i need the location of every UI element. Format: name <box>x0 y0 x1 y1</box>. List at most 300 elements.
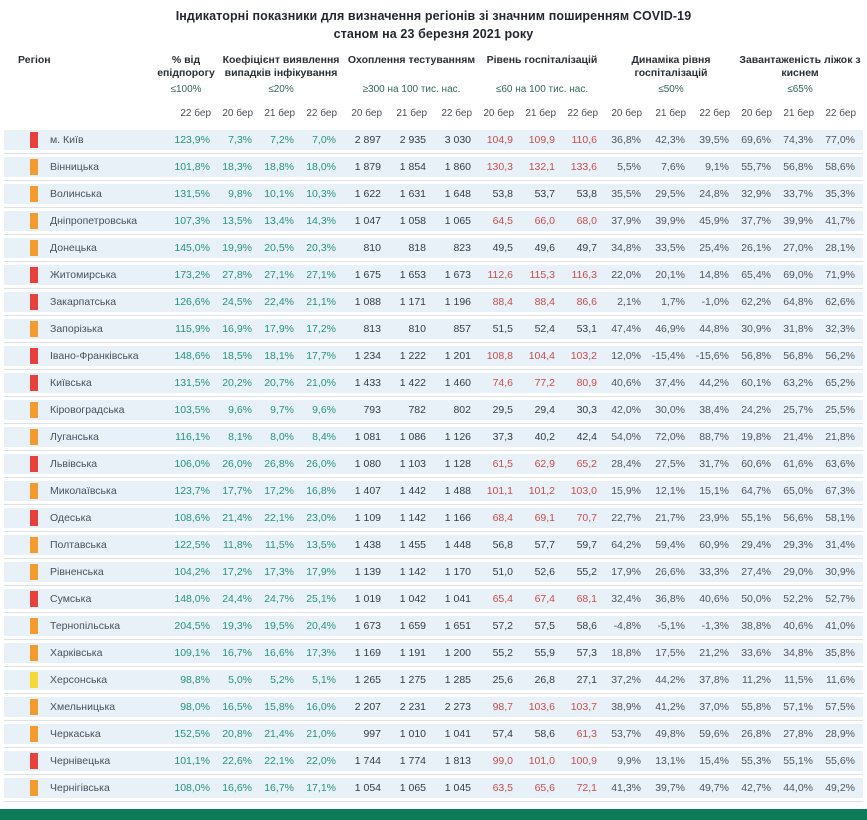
oxygen-beds-value: 60,6% <box>741 458 771 471</box>
table-body <box>0 130 867 798</box>
hospitalization-dynamics-value: 17,9% <box>611 566 641 579</box>
region-cell <box>4 427 154 447</box>
oxygen-beds-value: 19,8% <box>741 431 771 444</box>
hospitalization-dynamics-value: 36,8% <box>655 593 685 606</box>
hospitalization-dynamics-value: 23,9% <box>699 512 729 525</box>
detection-coef-value: 14,3% <box>306 215 336 228</box>
oxygen-beds-value: 29,3% <box>783 539 813 552</box>
detection-coef-value: 5,1% <box>312 674 336 687</box>
table-row <box>4 292 863 312</box>
testing-coverage-value: 1 065 <box>444 215 471 228</box>
hospitalization-value: 74,6 <box>492 377 513 390</box>
hospitalization-value: 49,7 <box>576 242 597 255</box>
risk-level-marker-orange <box>30 159 38 175</box>
oxygen-beds-value: 39,9% <box>783 215 813 228</box>
region-cell <box>4 454 154 474</box>
table-row <box>4 616 863 636</box>
region-cell <box>4 373 154 393</box>
hospitalization-value: 65,6 <box>534 782 555 795</box>
hospitalization-value: 86,6 <box>576 296 597 309</box>
oxygen-beds-value: 74,3% <box>783 134 813 147</box>
hospitalization-dynamics-value: 9,1% <box>705 161 729 174</box>
region-cell <box>4 751 154 771</box>
hospitalization-value: 133,6 <box>570 161 597 174</box>
column-group-threshold: ≤65% <box>787 84 813 96</box>
detection-coef-value: 17,9% <box>306 566 336 579</box>
epidemic-threshold-value: 109,1% <box>174 647 210 660</box>
hospitalization-dynamics-value: 53,7% <box>611 728 641 741</box>
region-name: м. Київ <box>50 134 84 147</box>
oxygen-beds-value: 60,1% <box>741 377 771 390</box>
testing-coverage-value: 2 273 <box>444 701 471 714</box>
risk-level-marker-orange <box>30 483 38 499</box>
detection-coef-value: 19,3% <box>222 620 252 633</box>
testing-coverage-value: 2 207 <box>354 701 381 714</box>
oxygen-beds-value: 27,8% <box>783 728 813 741</box>
hospitalization-dynamics-value: 9,9% <box>617 755 641 768</box>
hospitalization-value: 55,2 <box>492 647 513 660</box>
oxygen-beds-value: 28,9% <box>825 728 855 741</box>
hospitalization-value: 65,4 <box>492 593 513 606</box>
risk-level-marker-orange <box>30 402 38 418</box>
detection-coef-value: 17,2% <box>306 323 336 336</box>
detection-coef-value: 20,8% <box>222 728 252 741</box>
hospitalization-dynamics-value: 41,3% <box>611 782 641 795</box>
hospitalization-dynamics-value: 1,7% <box>661 296 685 309</box>
region-name: Житомирська <box>50 269 117 282</box>
hospitalization-value: 68,0 <box>576 215 597 228</box>
hospitalization-value: 52,6 <box>534 566 555 579</box>
detection-coef-value: 13,4% <box>264 215 294 228</box>
region-cell <box>4 211 154 231</box>
column-date-label: 20 бер <box>351 108 382 120</box>
hospitalization-dynamics-value: 47,4% <box>611 323 641 336</box>
column-date-label: 22 бер <box>825 108 856 120</box>
hospitalization-dynamics-value: 24,8% <box>699 188 729 201</box>
detection-coef-value: 20,7% <box>264 377 294 390</box>
detection-coef-value: 8,4% <box>312 431 336 444</box>
detection-coef-value: 18,1% <box>264 350 294 363</box>
column-group-label: Завантаженість ліжок з киснем <box>739 54 861 79</box>
region-name: Луганська <box>50 431 99 444</box>
hospitalization-value: 55,9 <box>534 647 555 660</box>
region-cell <box>4 184 154 204</box>
testing-coverage-value: 1 047 <box>354 215 381 228</box>
testing-coverage-value: 1 460 <box>444 377 471 390</box>
region-name: Тернопільська <box>50 620 121 633</box>
oxygen-beds-value: 61,6% <box>783 458 813 471</box>
hospitalization-value: 25,6 <box>492 674 513 687</box>
oxygen-beds-value: 77,0% <box>825 134 855 147</box>
detection-coef-value: 17,2% <box>264 485 294 498</box>
footer-bar <box>0 809 867 820</box>
hospitalization-dynamics-value: 26,6% <box>655 566 685 579</box>
region-cell <box>4 778 154 798</box>
table-row <box>4 778 863 798</box>
title-line2: станом на 23 березня 2021 року <box>333 27 534 42</box>
epidemic-threshold-value: 116,1% <box>175 431 210 444</box>
risk-level-marker-red <box>30 753 38 769</box>
region-cell <box>4 508 154 528</box>
region-cell <box>4 562 154 582</box>
testing-coverage-value: 1 653 <box>399 269 426 282</box>
table-row <box>4 265 863 285</box>
oxygen-beds-value: 40,6% <box>783 620 813 633</box>
epidemic-threshold-value: 148,6% <box>174 350 210 363</box>
hospitalization-dynamics-value: 28,4% <box>611 458 641 471</box>
hospitalization-dynamics-value: 44,8% <box>699 323 729 336</box>
column-group-threshold: ≤60 на 100 тис. нас. <box>495 84 589 96</box>
oxygen-beds-value: 34,8% <box>783 647 813 660</box>
region-name: Чернівецька <box>50 755 111 768</box>
oxygen-beds-value: 29,0% <box>783 566 813 579</box>
table-row <box>4 373 863 393</box>
region-name: Кіровоградська <box>50 404 125 417</box>
region-name: Вінницька <box>50 161 99 174</box>
oxygen-beds-value: 25,5% <box>825 404 855 417</box>
hospitalization-value: 68,4 <box>492 512 513 525</box>
epidemic-threshold-value: 101,8% <box>174 161 210 174</box>
detection-coef-value: 19,9% <box>222 242 252 255</box>
epidemic-threshold-value: 107,3% <box>174 215 210 228</box>
detection-coef-value: 21,1% <box>306 296 336 309</box>
hospitalization-dynamics-value: 29,5% <box>655 188 685 201</box>
oxygen-beds-value: 33,7% <box>783 188 813 201</box>
testing-coverage-value: 1 433 <box>354 377 381 390</box>
testing-coverage-value: 1 201 <box>444 350 471 363</box>
detection-coef-value: 7,2% <box>270 134 294 147</box>
testing-coverage-value: 1 019 <box>354 593 381 606</box>
hospitalization-value: 103,2 <box>570 350 597 363</box>
hospitalization-dynamics-value: 59,6% <box>699 728 729 741</box>
column-date-label: 22 бер <box>441 108 472 120</box>
oxygen-beds-value: 56,8% <box>741 350 771 363</box>
hospitalization-value: 103,6 <box>528 701 555 714</box>
oxygen-beds-value: 52,7% <box>825 593 855 606</box>
risk-level-marker-yellow <box>30 672 38 688</box>
header-dates-row <box>4 108 863 119</box>
region-cell <box>4 724 154 744</box>
testing-coverage-value: 997 <box>363 728 381 741</box>
hospitalization-dynamics-value: -15,4% <box>651 350 685 363</box>
page-title <box>0 0 867 43</box>
hospitalization-value: 77,2 <box>534 377 555 390</box>
oxygen-beds-value: 57,5% <box>825 701 855 714</box>
hospitalization-value: 68,1 <box>576 593 597 606</box>
column-date-label: 21 бер <box>525 108 556 120</box>
column-group-threshold: ≥300 на 100 тис. нас. <box>362 84 461 96</box>
testing-coverage-value: 1 448 <box>444 539 471 552</box>
detection-coef-value: 16,7% <box>222 647 252 660</box>
hospitalization-value: 59,7 <box>576 539 597 552</box>
detection-coef-value: 19,5% <box>264 620 294 633</box>
hospitalization-value: 98,7 <box>492 701 513 714</box>
testing-coverage-value: 2 935 <box>399 134 426 147</box>
region-cell <box>4 292 154 312</box>
hospitalization-value: 57,2 <box>492 620 513 633</box>
hospitalization-value: 29,5 <box>492 404 513 417</box>
hospitalization-dynamics-value: -15,6% <box>695 350 729 363</box>
hospitalization-dynamics-value: 37,4% <box>655 377 685 390</box>
oxygen-beds-value: 28,1% <box>825 242 855 255</box>
hospitalization-dynamics-value: -1,0% <box>701 296 729 309</box>
detection-coef-value: 27,1% <box>306 269 336 282</box>
testing-coverage-value: 1 010 <box>399 728 426 741</box>
hospitalization-value: 51,0 <box>492 566 513 579</box>
detection-coef-value: 17,7% <box>306 350 336 363</box>
oxygen-beds-value: 37,7% <box>741 215 771 228</box>
hospitalization-dynamics-value: 59,4% <box>655 539 685 552</box>
risk-level-marker-red <box>30 456 38 472</box>
region-cell <box>4 130 154 150</box>
oxygen-beds-value: 35,8% <box>825 647 855 660</box>
column-group-threshold: ≤20% <box>268 84 294 96</box>
epidemic-threshold-value: 98,0% <box>180 701 210 714</box>
detection-coef-value: 20,5% <box>264 242 294 255</box>
column-date-label: 22 бер <box>180 108 211 120</box>
region-cell <box>4 265 154 285</box>
oxygen-beds-value: 24,2% <box>741 404 771 417</box>
testing-coverage-value: 1 045 <box>444 782 471 795</box>
detection-coef-value: 27,1% <box>264 269 294 282</box>
epidemic-threshold-value: 101,1% <box>174 755 210 768</box>
hospitalization-value: 57,7 <box>534 539 555 552</box>
risk-level-marker-red <box>30 294 38 310</box>
hospitalization-dynamics-value: 40,6% <box>699 593 729 606</box>
risk-level-marker-red <box>30 510 38 526</box>
detection-coef-value: 27,8% <box>222 269 252 282</box>
column-date-label: 20 бер <box>222 108 253 120</box>
detection-coef-value: 22,1% <box>264 755 294 768</box>
testing-coverage-value: 1 622 <box>354 188 381 201</box>
hospitalization-dynamics-value: 13,1% <box>655 755 685 768</box>
column-date-label: 21 бер <box>655 108 686 120</box>
hospitalization-value: 101,2 <box>528 485 555 498</box>
detection-coef-value: 21,4% <box>222 512 252 525</box>
testing-coverage-value: 793 <box>363 404 381 417</box>
testing-coverage-value: 1 744 <box>354 755 381 768</box>
testing-coverage-value: 1 455 <box>399 539 426 552</box>
testing-coverage-value: 1 860 <box>444 161 471 174</box>
hospitalization-dynamics-value: 42,0% <box>611 404 641 417</box>
detection-coef-value: 21,4% <box>264 728 294 741</box>
detection-coef-value: 17,3% <box>264 566 294 579</box>
testing-coverage-value: 857 <box>453 323 471 336</box>
risk-level-marker-orange <box>30 213 38 229</box>
hospitalization-dynamics-value: 37,2% <box>611 674 641 687</box>
testing-coverage-value: 1 275 <box>399 674 426 687</box>
hospitalization-dynamics-value: -4,8% <box>613 620 641 633</box>
risk-level-marker-orange <box>30 321 38 337</box>
oxygen-beds-value: 42,7% <box>741 782 771 795</box>
oxygen-beds-value: 31,8% <box>783 323 813 336</box>
hospitalization-value: 101,1 <box>486 485 513 498</box>
region-cell <box>4 346 154 366</box>
column-date-label: 22 бер <box>567 108 598 120</box>
hospitalization-value: 61,3 <box>576 728 597 741</box>
column-date-label: 21 бер <box>396 108 427 120</box>
region-name: Запорізька <box>50 323 103 336</box>
detection-coef-value: 25,1% <box>306 593 336 606</box>
threshold-spacer <box>4 84 154 95</box>
hospitalization-value: 66,0 <box>534 215 555 228</box>
hospitalization-value: 103,0 <box>570 485 597 498</box>
hospitalization-dynamics-value: 12,0% <box>611 350 641 363</box>
region-cell <box>4 535 154 555</box>
oxygen-beds-value: 32,9% <box>741 188 771 201</box>
table-row <box>4 481 863 501</box>
testing-coverage-value: 1 196 <box>444 296 471 309</box>
testing-coverage-value: 2 231 <box>399 701 426 714</box>
oxygen-beds-value: 55,3% <box>741 755 771 768</box>
testing-coverage-value: 1 673 <box>444 269 471 282</box>
hospitalization-value: 52,4 <box>534 323 555 336</box>
oxygen-beds-value: 69,0% <box>783 269 813 282</box>
testing-coverage-value: 1 659 <box>399 620 426 633</box>
oxygen-beds-value: 32,3% <box>825 323 855 336</box>
testing-coverage-value: 813 <box>363 323 381 336</box>
oxygen-beds-value: 27,0% <box>783 242 813 255</box>
column-group-label: Динаміка рівня госпіталізацій <box>631 54 711 79</box>
hospitalization-dynamics-value: 21,7% <box>655 512 685 525</box>
hospitalization-dynamics-value: 64,2% <box>611 539 641 552</box>
hospitalization-value: 62,9 <box>534 458 555 471</box>
risk-level-marker-orange <box>30 429 38 445</box>
oxygen-beds-value: 41,0% <box>825 620 855 633</box>
testing-coverage-value: 1 065 <box>399 782 426 795</box>
testing-coverage-value: 3 030 <box>444 134 471 147</box>
epidemic-threshold-value: 123,9% <box>174 134 210 147</box>
hospitalization-dynamics-value: 22,0% <box>611 269 641 282</box>
column-group-label: Охоплення тестуванням <box>347 54 476 67</box>
oxygen-beds-value: 11,2% <box>742 674 771 687</box>
testing-coverage-value: 1 166 <box>444 512 471 525</box>
hospitalization-dynamics-value: 22,7% <box>611 512 641 525</box>
oxygen-beds-value: 65,2% <box>825 377 855 390</box>
hospitalization-dynamics-value: -1,3% <box>701 620 729 633</box>
hospitalization-value: 67,4 <box>534 593 555 606</box>
detection-coef-value: 22,0% <box>306 755 336 768</box>
table-row <box>4 724 863 744</box>
testing-coverage-value: 1 042 <box>399 593 426 606</box>
risk-level-marker-orange <box>30 726 38 742</box>
hospitalization-value: 99,0 <box>492 755 513 768</box>
hospitalization-dynamics-value: 44,2% <box>699 377 729 390</box>
testing-coverage-value: 1 171 <box>399 296 426 309</box>
oxygen-beds-value: 58,6% <box>825 161 855 174</box>
column-date-label: 21 бер <box>264 108 295 120</box>
column-group-threshold: ≤100% <box>170 84 202 96</box>
detection-coef-value: 16,8% <box>306 485 336 498</box>
column-date-label: 20 бер <box>611 108 642 120</box>
epidemic-threshold-value: 108,0% <box>174 782 210 795</box>
hospitalization-dynamics-value: 15,4% <box>699 755 729 768</box>
epidemic-threshold-value: 123,7% <box>174 485 210 498</box>
epidemic-threshold-value: 122,5% <box>174 539 210 552</box>
detection-coef-value: 16,7% <box>264 782 294 795</box>
testing-coverage-value: 1 128 <box>444 458 471 471</box>
oxygen-beds-value: 30,9% <box>825 566 855 579</box>
hospitalization-dynamics-value: 27,5% <box>655 458 685 471</box>
detection-coef-value: 5,0% <box>228 674 252 687</box>
hospitalization-value: 132,1 <box>528 161 555 174</box>
detection-coef-value: 10,1% <box>264 188 294 201</box>
risk-level-marker-red <box>30 375 38 391</box>
testing-coverage-value: 1 169 <box>354 647 381 660</box>
hospitalization-value: 56,8 <box>492 539 513 552</box>
oxygen-beds-value: 31,4% <box>825 539 855 552</box>
oxygen-beds-value: 64,8% <box>783 296 813 309</box>
region-cell <box>4 400 154 420</box>
oxygen-beds-value: 11,5% <box>784 674 813 687</box>
oxygen-beds-value: 38,8% <box>741 620 771 633</box>
risk-level-marker-orange <box>30 537 38 553</box>
column-date-label: 20 бер <box>483 108 514 120</box>
testing-coverage-value: 1 234 <box>354 350 381 363</box>
hospitalization-dynamics-value: 15,1% <box>699 485 729 498</box>
hospitalization-value: 53,7 <box>534 188 555 201</box>
oxygen-beds-value: 71,9% <box>825 269 855 282</box>
table-row <box>4 157 863 177</box>
detection-coef-value: 17,1% <box>306 782 336 795</box>
region-name: Львівська <box>50 458 98 471</box>
detection-coef-value: 26,0% <box>306 458 336 471</box>
region-cell <box>4 616 154 636</box>
oxygen-beds-value: 65,0% <box>783 485 813 498</box>
column-date-label: 21 бер <box>783 108 814 120</box>
hospitalization-dynamics-value: 34,8% <box>611 242 641 255</box>
hospitalization-value: 80,9 <box>576 377 597 390</box>
header-labels-row <box>4 54 863 79</box>
oxygen-beds-value: 55,8% <box>741 701 771 714</box>
hospitalization-value: 58,6 <box>576 620 597 633</box>
oxygen-beds-value: 56,8% <box>783 350 813 363</box>
epidemic-threshold-value: 103,5% <box>174 404 210 417</box>
hospitalization-dynamics-value: 49,8% <box>655 728 685 741</box>
region-name: Чернігівська <box>50 782 110 795</box>
region-name: Херсонська <box>50 674 108 687</box>
hospitalization-dynamics-value: 39,7% <box>655 782 685 795</box>
detection-coef-value: 18,0% <box>306 161 336 174</box>
testing-coverage-value: 1 442 <box>399 485 426 498</box>
hospitalization-value: 88,4 <box>492 296 513 309</box>
hospitalization-value: 55,2 <box>576 566 597 579</box>
hospitalization-dynamics-value: 41,2% <box>655 701 685 714</box>
detection-coef-value: 20,4% <box>306 620 336 633</box>
risk-level-marker-orange <box>30 780 38 796</box>
testing-coverage-value: 2 897 <box>354 134 381 147</box>
epidemic-threshold-value: 108,6% <box>174 512 210 525</box>
testing-coverage-value: 1 086 <box>399 431 426 444</box>
hospitalization-value: 115,3 <box>529 269 555 282</box>
hospitalization-value: 53,8 <box>576 188 597 201</box>
hospitalization-value: 30,3 <box>576 404 597 417</box>
column-group-threshold: ≤50% <box>658 84 684 96</box>
oxygen-beds-value: 26,1% <box>741 242 771 255</box>
epidemic-threshold-value: 115,9% <box>175 323 210 336</box>
testing-coverage-value: 1 774 <box>399 755 426 768</box>
region-name: Донецька <box>50 242 97 255</box>
testing-coverage-value: 810 <box>408 323 426 336</box>
hospitalization-value: 103,7 <box>570 701 597 714</box>
detection-coef-value: 17,2% <box>222 566 252 579</box>
column-date-label: 20 бер <box>741 108 772 120</box>
testing-coverage-value: 1 170 <box>444 566 471 579</box>
hospitalization-value: 53,1 <box>576 323 597 336</box>
oxygen-beds-value: 56,6% <box>783 512 813 525</box>
table-row <box>4 670 863 690</box>
column-region-label: Регіон <box>18 54 51 67</box>
